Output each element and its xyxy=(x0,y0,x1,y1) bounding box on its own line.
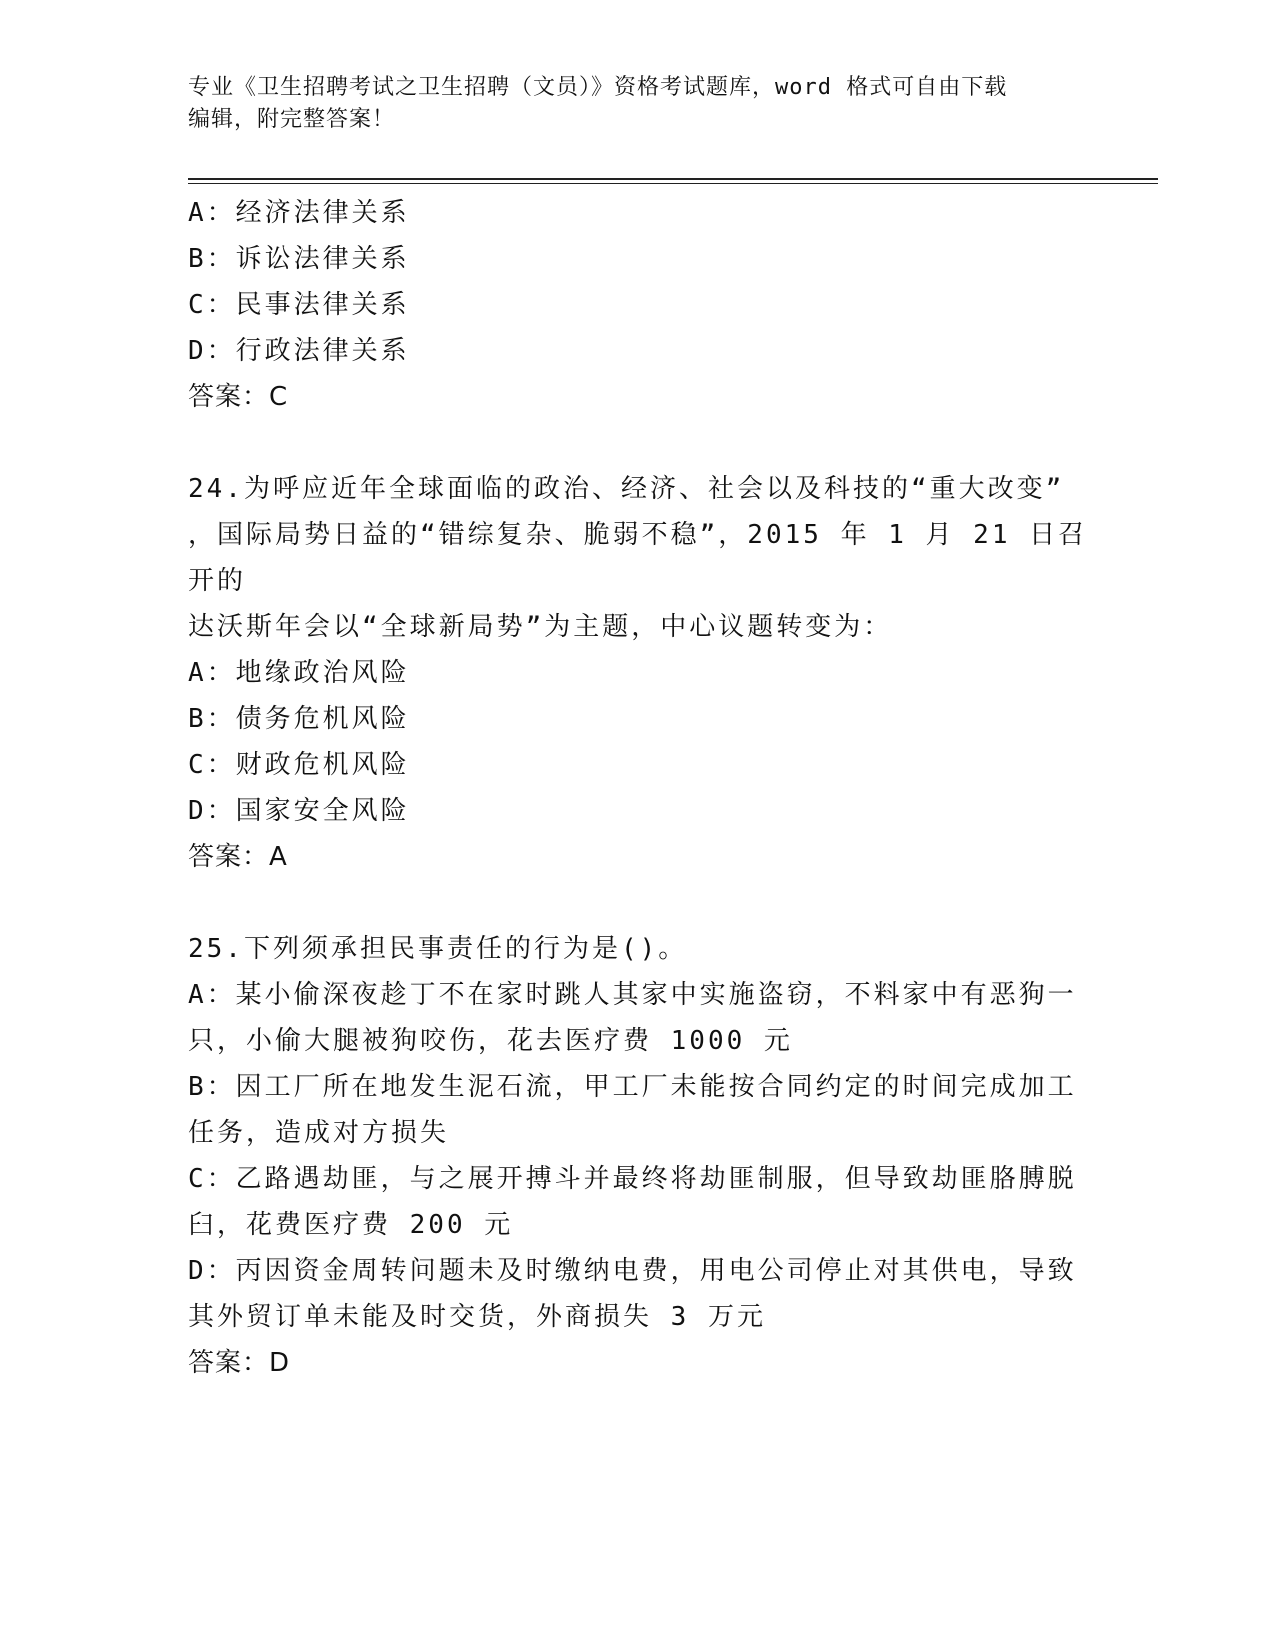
option-d: D：行政法律关系 xyxy=(188,336,410,366)
spacer xyxy=(188,880,1088,926)
question-stem-line: ，国际局势日益的“错综复杂、脆弱不稳”，2015 年 1 月 21 日召开的 xyxy=(188,520,1088,596)
option-b: B：诉讼法律关系 xyxy=(188,244,410,274)
header-line-2: 编辑，附完整答案！ xyxy=(188,107,396,132)
spacer xyxy=(188,420,1088,466)
option-d: D：国家安全风险 xyxy=(188,796,410,826)
option-c: C：乙路遇劫匪，与之展开搏斗并最终将劫匪制服，但导致劫匪胳膊脱 xyxy=(188,1164,1077,1194)
answer: 答案：C xyxy=(188,382,289,412)
option-d: D：丙因资金周转问题未及时缴纳电费，用电公司停止对其供电，导致 xyxy=(188,1256,1077,1286)
option-a-continued: 只，小偷大腿被狗咬伤，花去医疗费 1000 元 xyxy=(188,1026,793,1056)
option-c: C：民事法律关系 xyxy=(188,290,410,320)
option-b-continued: 任务，造成对方损失 xyxy=(188,1118,450,1148)
question-stem-line: 达沃斯年会以“全球新局势”为主题，中心议题转变为： xyxy=(188,612,893,642)
option-b: B：债务危机风险 xyxy=(188,704,410,734)
option-a: A：经济法律关系 xyxy=(188,198,410,228)
page-header xyxy=(188,72,1068,136)
header-divider-thin xyxy=(188,183,1158,184)
option-c-continued: 臼，花费医疗费 200 元 xyxy=(188,1210,514,1240)
question-24-block xyxy=(188,466,1088,880)
answer: 答案：D xyxy=(188,1348,291,1378)
option-a: A：某小偷深夜趁丁不在家时跳人其家中实施盗窃，不料家中有恶狗一 xyxy=(188,980,1077,1010)
option-c: C：财政危机风险 xyxy=(188,750,410,780)
option-b: B：因工厂所在地发生泥石流，甲工厂未能按合同约定的时间完成加工 xyxy=(188,1072,1077,1102)
question-stem: 25.下列须承担民事责任的行为是()。 xyxy=(188,934,688,964)
question-23-block xyxy=(188,190,1088,420)
header-divider-thick xyxy=(188,178,1158,180)
question-stem-line: 24.为呼应近年全球面临的政治、经济、社会以及科技的“重大改变” xyxy=(188,474,1065,504)
answer: 答案：A xyxy=(188,842,288,872)
header-line-1: 专业《卫生招聘考试之卫生招聘（文员）》资格考试题库，word 格式可自由下载 xyxy=(188,75,1008,100)
question-25-block xyxy=(188,926,1088,1386)
option-a: A：地缘政治风险 xyxy=(188,658,410,688)
question-content xyxy=(188,190,1088,1386)
option-d-continued: 其外贸订单未能及时交货，外商损失 3 万元 xyxy=(188,1302,766,1332)
